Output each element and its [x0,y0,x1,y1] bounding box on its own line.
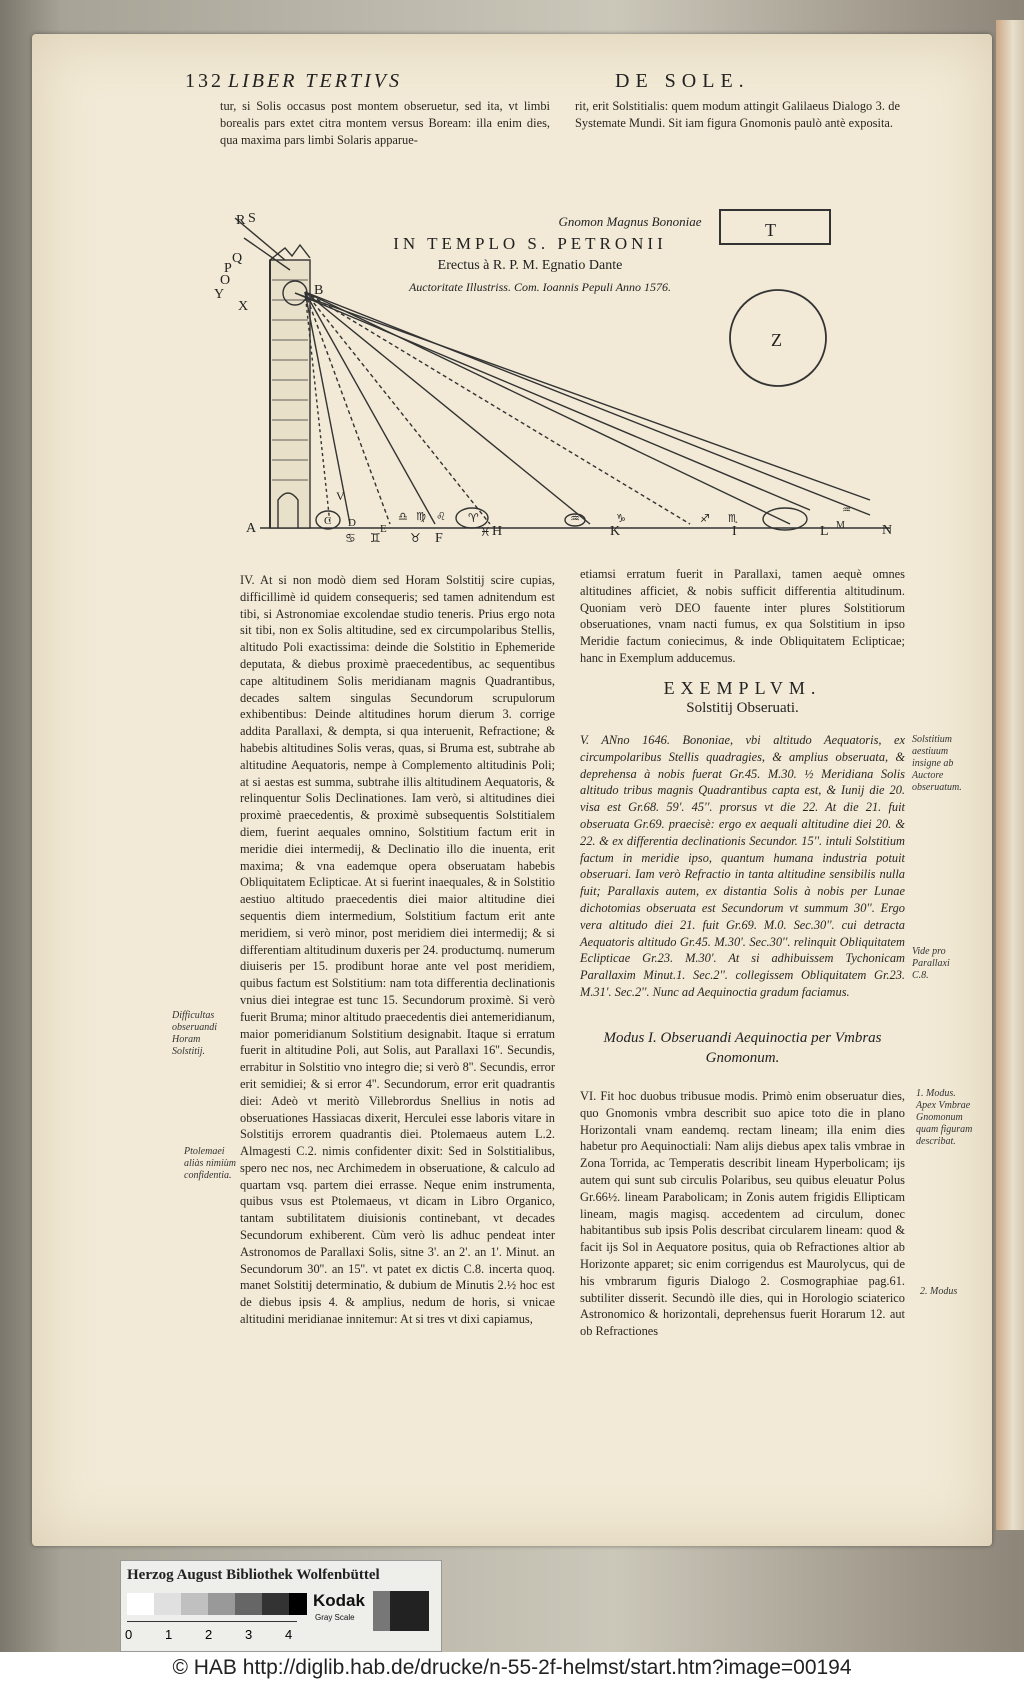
zodiac-sign-gemini: ♊ [370,531,381,545]
margin-note-right-4: 2. Modus [920,1286,958,1297]
zodiac-sign-aquarius: ♒ [570,512,580,525]
right-column-v [580,732,905,1028]
paragraph-vi: VI. Fit hoc duobus tribusue modis. Primò enim obseruatur dies, quo Gnomonis vmbra describit suo apice toto die in plano Horizontali vnam eandemq. rectam lineam; illa enim dies habetur pro Aequinoctiali: Nam alijs diebus apex talis vmbrae in Zona Torrida, ac Temperatis describit lineam Hyperbolicam; ijs autem qui sunt sub circulis Polaribus, seu quibus eleuatur Polus Gr.66½. lineam Parabolicam; in Zonis autem frigidis Ellipticam lineam, magis magisq. accedentem ad circulum, donec habitantibus sub ipsis Polis describat circularem lineam: quod & facit ijs Sol in Aequatore positus, quia ob Refractiones altior ab Horizonte apparet; sic enim corrigendus est Maurolycus, qui de his vmbrarum figuris Dialogo 2. Cosmographiae pag.61. subtiliter disserit. Secundò ille dies, qui in Horologio sciaterico Astronomico & horizontali, deprehensus fuerit Horarum 12. aut ob Refractiones [580,1089,905,1339]
kodak-gray-scale-card [120,1560,442,1652]
label-H: H [492,524,503,539]
paragraph-v: V. ANno 1646. Bononiae, vbi altitudo Aequatoris, ex circumpolaribus Stellis quadragies, & amplius obseruata, & deprehensa à nobis fuerat Gr.45. M.30. ½ Meridiana Solis altitudo tribus magnis Quadrantibus capta est, & Iunij die 20. visa est Gr.68. 59'. 45''. prorsus vt die 22. At die 21. fuit obseruata Gr.69. praecisè: ergo ex aequali altitudine diei 20. & 22. & ex differentia declinationis Secundor. 15''. intuli Solstitium factum in meridie ipso, quantum humana industria potuit obseruari. Iam verò Refractio in tanta altitudine sensibilis nulla fuit; Parallaxis autem, ex distantia Solis à nobis per Lunae dichotomias obseruata est Secundorum vt summum 30''. Ergo vera altitudo diei 21. fuit Gr.69. M.0. Sec.30''. cui detracta Aequatoris altitudo Gr.45. M.30'. Sec.30''. relinquit Obliquitatem Eclipticae Gr.23. M.30'. At si adhibuissem Tychonicam Parallaxim Minut.1. Sec.2''. collegissem Obliquitatem Gr.23. M.31'. Sec.2''. Nunc ad Aequinoctia gradum faciamus. [580,733,905,999]
margin-note-right-3: 1. Modus. Apex Vmbrae Gnomonum quam figuram describat. [916,1088,973,1147]
adjacent-page-edge [996,20,1024,1530]
zodiac-sign-sagittarius: ♐ [700,512,710,525]
label-P: P [224,261,232,276]
label-C: C [324,515,332,527]
gnomon-figure [214,210,910,546]
label-X: X [238,299,249,314]
page-number: 132 [185,70,224,92]
margin-note-right-1: Solstitium aestiuum insigne ab Auctore obseruatum. [912,734,962,793]
label-N: N [882,523,893,538]
kodak-logo: Kodak [313,1591,365,1610]
modus-title: Modus I. Obseruandi Aequinoctia per Vmbras Gnomonum. [603,1030,882,1066]
top-right-paragraph: rit, erit Solstitialis: quem modum attingit Galilaeus Dialogo 3. de Systemate Mundi. Sit iam figura Gnomonis paulò antè exposita. [575,99,900,130]
ruler-line [127,1621,297,1622]
gray-scale-label: Gray Scale [315,1613,355,1622]
label-S: S [248,211,256,226]
zodiac-sign-scorpio: ♏ [728,512,738,525]
sun-ray [295,293,870,500]
circle-Z-label: Z [771,330,782,350]
running-title: LIBER TERTIVS [228,70,402,92]
zodiac-sign-capricorn: ♑ [616,512,626,525]
label-K: K [610,524,621,539]
label-D: D [348,517,356,529]
box-T-label: T [765,220,776,240]
margin-note-left-1: Difficultas obseruandi Horam Solstitij. [172,1010,217,1057]
copyright-footer: © HAB http://diglib.hab.de/drucke/n-55-2f-helmst/start.htm?image=00194 [0,1652,1024,1684]
label-O: O [220,273,231,288]
sun-ray [305,292,435,524]
margin-note-left-2: Ptolemaei aliàs nimiùm confidentia. [184,1146,236,1181]
figure-caption-1: Gnomon Magnus Bononiae [558,214,702,229]
label-L: L [820,524,829,539]
label-R: R [236,213,246,228]
zodiac-sign-virgo: ♍ [416,510,426,523]
figure-caption-2: IN TEMPLO S. PETRONII [393,234,667,253]
label-E: E [380,523,387,535]
margin-note-right-2: Vide pro Parallaxi C.8. [912,946,950,981]
zodiac-sign-pisces: ♓ [480,525,491,539]
sun-image [763,508,807,530]
label-A: A [246,521,257,536]
ruler-tick-4: 4 [285,1627,293,1642]
paragraph-iv: IV. At si non modò diem sed Horam Solstitij scire cupias, difficillimè id quidem consequeris; sed tamen adnitendum est tibi, si Astronomiae excolendae studio teneris. Prius ergo nota sit tibi, non ex Solis altitudine, sed ex circumpolaribus Stellis, altitudo Poli exactissima: deinde die Solstitio in Ephemeride deputata, & diebus proximè praecedentibus, ac sequentibus cape altitudinem Solis meridianam magnis Quadrantibus, decades saltem singulas Secundorum scrupulorum exhibentibus: Deinde altitudines horum dierum 3. corrige addita Parallaxi, & dempta, si qua interuenit, Refractione; & habebis altitudines Solis veras, quas, si Bruma est, subtrahe ab altitudine Aequatoris, nempe à Complemento altitudinis Poli; at si aestas est summa, subtrahe illis altitudinem Aequatoris, & relinquentur Solis Declinationes. Iam verò, si altitudines diei proximè praecedentis, & proximè subsequentis Solstitialem diem, fuerint aequales omnino, Solstitium factum erit in meridie diei intermedij, & Declinatio illo die inuenta, erit maxima; & vna eademque opera obseruatam habebis Obliquitatem Eclipticae. At si fuerint inaequales, & in Solstitio aestiuo altitudo praecedentis diei maior altitudine diei sequentis diem intermedium, Solstitium factum erit ante meridiem, si verò minor, post meridiem diei intermedij; & si differentiam altitudinum duxeris per 24. productumq. numerum diuiseris per 15. prodibunt horae ante vel post meridiem, quibus factum est Solstitium: nam tota differentia declinationis vnius diei integrae est tunc 15. Secundorum proximè. Si verò fuerit Bruma; minor altitudo praecedentis diei antemeridianum, maior pomeridianum Solstitium designabit. Itaque si erratum fuerit in altitudine Poli, aut Solis, aut Parallaxi 16''. Secundis, errabitur in Solstitio vno integro die; si verò 8''. Secundis, error erit semidiei; & si error 4''. Secundorum, error erit quadrantis diei: Adeò vt meritò Villebrordus Snellius in notis ad obseruationes Hassiacas dixerit, Herculei esse laboris vitare in Solstitijs errorem quadrantis diei. Ptolemaeus autem L.2. Almagesti C.2. nimis confidenter dixit: Sed in Solstitialibus, spero nec nos, nec Archimedem in obseruatione, & calculo ad quartam vsq. partem diei errasse. Neque enim instrumenta, quibus vsus est Ptolemaeus, vt dicam in Libro Organico, tantam subtilitatem diuisionis continebant, vt decades Secundorum exhiberent. Cùm verò lis adhuc pendeat inter Astronomos de Parallaxi Solis, sitne 3'. an 2'. an 1'. Minut. an Secundorum 30''. an 15''. vt patet ex dictis C.8. incerta quoq. manet Solstitij determinatio, & dubium de Minutis 2.½ hoc est de diebus ipsis 4. & amplius, nedum de horis, si vnicae altitudini meridianae innitemur: At si tres vt dixi capiamus, [240,573,555,1327]
label-Q: Q [232,251,243,266]
label-V: V [336,489,345,503]
zodiac-sign-libra: ♎ [398,510,408,523]
ruler-tick-1: 1 [165,1627,173,1642]
exemplum-title: EXEMPLVM. [663,678,822,698]
gray-patches [373,1591,429,1631]
zodiac-sign-leo: ♌ [436,510,446,523]
gray-scale-strip [127,1593,307,1615]
label-B: B [314,283,324,298]
ruler-tick-3: 3 [245,1627,253,1642]
figure-caption-4: Auctoritate Illustriss. Com. Ioannis Pepuli Anno 1576. [408,280,672,294]
label-F: F [435,531,443,546]
label-M: M [836,520,845,531]
zodiac-sign-aquarius-2: ♒ [842,505,851,516]
exemplum-subtitle: Solstitij Obseruati. [686,700,799,716]
right-column-vi [580,1088,905,1350]
zodiac-sign-aries: ♈ [468,511,479,525]
sun-ray [305,292,490,524]
paragraph-continuation: etiamsi erratum fuerit in Parallaxi, tamen aequè omnes altitudines afficiet, & nobis sufficit differentia altitudinum. Quoniam verò DEO fauente inter plures Solstitiorum obseruationes, vnam nacti fumus, ex qua Solstitium in ipso Meridie factum coniecimus, & inde Obliquitatem Eclipticae; hanc in Exemplum adducemus. [580,567,905,665]
zodiac-sign-taurus: ♉ [410,531,421,545]
sun-ray [305,292,870,515]
label-Y: Y [214,287,225,302]
left-column [240,572,555,1347]
library-name: Herzog August Bibliothek Wolfenbüttel [127,1567,380,1583]
ruler-tick-2: 2 [205,1627,213,1642]
top-text-right [575,98,900,132]
sun-ray [305,292,690,524]
zodiac-sign-cancer: ♋ [345,531,356,545]
right-column-top [580,566,905,686]
top-left-paragraph: tur, si Solis occasus post montem obseruetur, sed ita, vt limbi borealis pars extet citra montem versus Boream: illa enim dies, qua maxima pars limbi Solaris apparue- [220,99,550,147]
figure-caption-3: Erectus à R. P. M. Egnatio Dante [437,258,623,273]
section-title: DE SOLE. [615,70,750,92]
label-I: I [732,524,737,539]
ruler-tick-0: 0 [125,1627,133,1642]
top-text-left [220,98,550,148]
